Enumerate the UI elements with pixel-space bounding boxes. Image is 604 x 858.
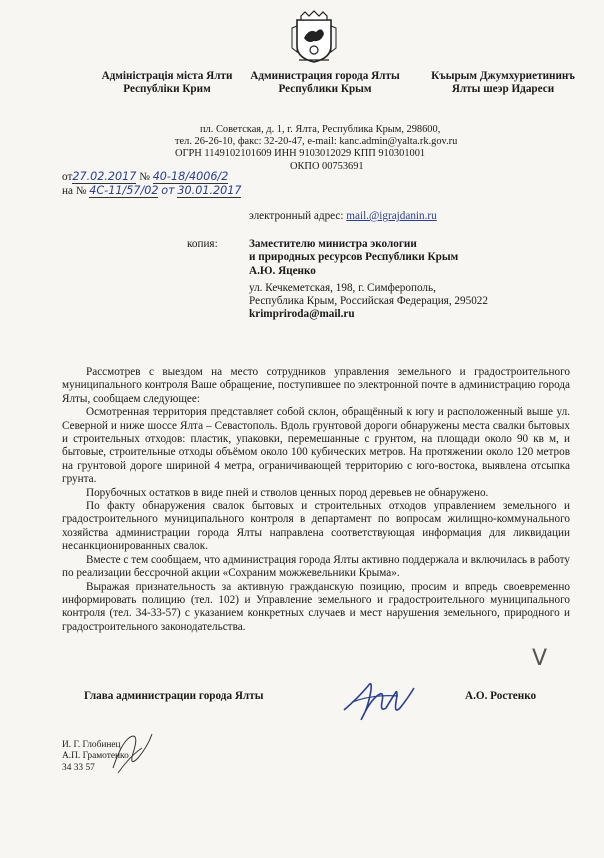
org-name-crimean-tatar: Къырым Джумхуриетининъ Ялты шеэр Идареси <box>431 70 575 96</box>
org-name-ukrainian: Адміністрація міста Ялти Республіки Крим <box>101 70 233 96</box>
address-block: пл. Советская, д. 1, г. Ялта, Республика Крым, 298600, тел. 26-26-10, факс: 32-20-47, e-mail: kanc.admin@yalta.rk.gov.ru ОГРН 1149102101609 ИНН 9103012029 КПП 910301001 ОКПО 00753691 <box>175 124 458 172</box>
check-mark: V <box>532 646 548 671</box>
body-paragraph: Рассмотрев с выездом на место сотрудников управления земельного и градостроительного муниципального контроля Ваше обращение, поступившее по электронной почте в администрацию города Ялты, сообщаем следующее: <box>62 366 570 405</box>
body-paragraph: Осмотренная территория представляет собой склон, обращённый к югу и расположенный выше ул. Северной и ниже шоссе Ялта – Севастополь. Вдоль грунтовой дороги обнаружены места свалки бытовых и строительных отходов: пластик, упаковки, перемешанные с грунтом, на площади около 90 кв м, и бытовые, строительные отходы объёмом около 100 кубических метров. На протяжении около 120 метров на грунтовой дороге шириной 4 метра, ограничивающей территорию с юго-востока, выявлена отсыпка грунта. <box>62 406 570 486</box>
copy-label: копия: <box>187 238 218 250</box>
copy-recipient: Заместителю министра экологии и природных ресурсов Республики Крым А.Ю. Яценко <box>249 238 459 277</box>
executors-footer: И. Г. Глобинец А.П. Грамотенко 34 33 57 <box>62 740 129 773</box>
initials-scribble-icon <box>108 728 158 778</box>
outgoing-registration: от27.02.2017 № 40-18/4006/2 <box>62 170 229 183</box>
copy-address: ул. Кечкеметская, 198, г. Симферополь, Республика Крым, Российская Федерация, 295022 <box>249 282 488 308</box>
signatory-name: А.О. Ростенко <box>465 690 537 702</box>
body-paragraph: Порубочных остатков в виде пней и стволов ценных пород деревьев не обнаружено. <box>86 486 489 499</box>
handwritten-signature-icon <box>338 668 418 728</box>
incoming-reference: на № 4С-11/57/02 от 30.01.2017 <box>62 184 242 197</box>
body-paragraph: Вместе с тем сообщаем, что администрация города Ялты активно поддержала и включилась в работу по реализации бессрочной акции «Сохраним можжевельники Крыма». <box>62 553 570 580</box>
coat-of-arms-icon <box>289 8 339 64</box>
copy-email: krimpriroda@mail.ru <box>249 308 355 320</box>
body-paragraph: По факту обнаружения свалок бытовых и строительных отходов управлением земельного и градостроительного муниципального контроля в департамент по вопросам жилищно-коммунального хозяйства администрации города Ялты направлена соответствующая информация для ликвидации несанкционированных свалок. <box>62 500 570 553</box>
letter-body <box>62 366 570 634</box>
recipient-email-link[interactable]: mail.@igrajdanin.ru <box>346 210 437 222</box>
recipient-email-line: электронный адрес: mail.@igrajdanin.ru <box>249 210 437 222</box>
org-name-russian: Администрация города Ялты Республики Крым <box>250 70 400 96</box>
body-paragraph: Выражая признательность за активную гражданскую позицию, просим и впредь своевременно информировать полицию (тел. 102) и Управление земельного и градостроительного муниципального контроля (тел. 34-33-57) с указанием конкретных случаев и мест нарушения земельного, природного и градостроительного законодательства. <box>62 580 570 633</box>
signatory-position: Глава администрации города Ялты <box>84 690 264 702</box>
